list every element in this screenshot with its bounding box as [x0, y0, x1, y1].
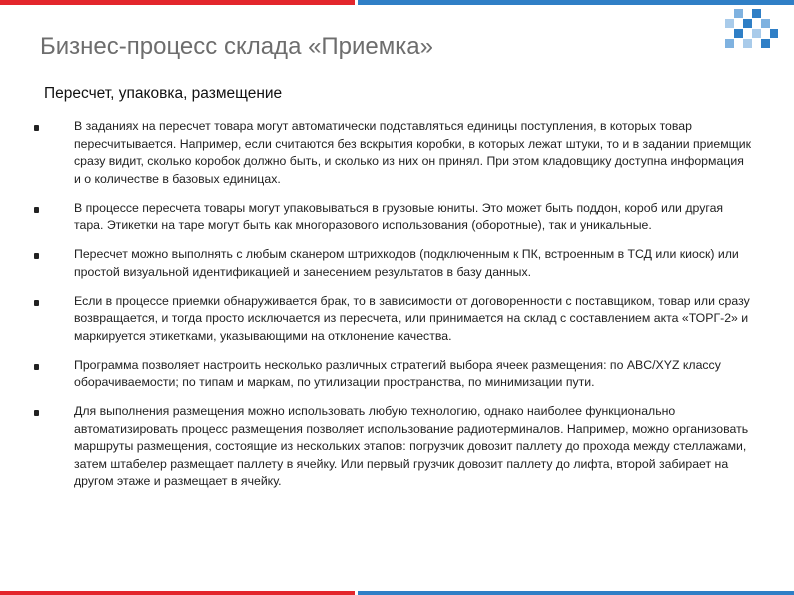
bullet-icon [34, 125, 39, 131]
bullet-text: Пересчет можно выполнять с любым сканером штрихкодов (подключенным к ПК, встроенным в ТСД или киоск) или простой визуальной идентификацией и занесением результатов в базу данных. [74, 247, 739, 279]
bottom-bar-red [0, 591, 355, 595]
list-item [30, 118, 752, 188]
bullet-text: В заданиях на пересчет товара могут автоматически подставляться единицы поступления, в которых товар пересчитывается. Например, если считаются без вскрытия коробки, в которых лежат штуки, то и в задании приемщик сразу видит, сколько коробок должно быть, и сколько из них он принял. При этом кладовщику доступна информация и о количестве в базовых единицах. [74, 119, 752, 186]
bullet-text: В процессе пересчета товары могут упаковываться в грузовые юниты. Это может быть поддон, короб или другая тара. Этикетки на таре могут быть как многоразового использования (оборотные), так и уникальные. [74, 200, 724, 232]
bullet-text: Если в процессе приемки обнаруживается брак, то в зависимости от договоренности с поставщиком, товар или сразу возвращается, и тогда просто исключается из пересчета, или принимается на склад с составлением акта «ТОРГ-2» и маркируется этикетками, указывающими на отклонение качества. [74, 293, 750, 343]
bullet-icon [34, 410, 39, 416]
bottom-bar-blue [358, 591, 794, 595]
bottom-accent-bar [0, 591, 794, 595]
top-bar-red [0, 0, 355, 5]
bullet-icon [34, 253, 39, 259]
top-bar-blue [358, 0, 794, 5]
bullet-icon [34, 364, 39, 370]
checker-squares-icon [718, 9, 778, 53]
list-item [30, 200, 752, 235]
bullet-text: Для выполнения размещения можно использовать любую технологию, однако наиболее функционально автоматизировать процесс размещения позволяет использование радиотерминалов. Например, можно организовать маршруты размещения, состоящие из нескольких этапов: погрузчик довозит паллету до прохода между стеллажами, затем штабелер размещает паллету в ячейку. Или первый грузчик довозит паллету до лифта, второй забирает на другом этаже и размещает в ячейку. [74, 404, 749, 488]
bullet-icon [34, 300, 39, 306]
list-item [30, 403, 752, 491]
list-item [30, 246, 752, 281]
list-item [30, 293, 752, 346]
list-item [30, 357, 752, 392]
page-title: Бизнес-процесс склада «Приемка» [40, 33, 433, 60]
bullet-text: Программа позволяет настроить несколько различных стратегий выбора ячеек размещения: по ABC/XYZ классу оборачиваемости; по типам и маркам, по утилизации пространства, по минимизации пути. [74, 357, 721, 389]
section-subtitle: Пересчет, упаковка, размещение [44, 85, 283, 102]
bullet-list [30, 118, 752, 491]
bullet-icon [34, 207, 39, 213]
top-accent-bar [0, 0, 794, 5]
